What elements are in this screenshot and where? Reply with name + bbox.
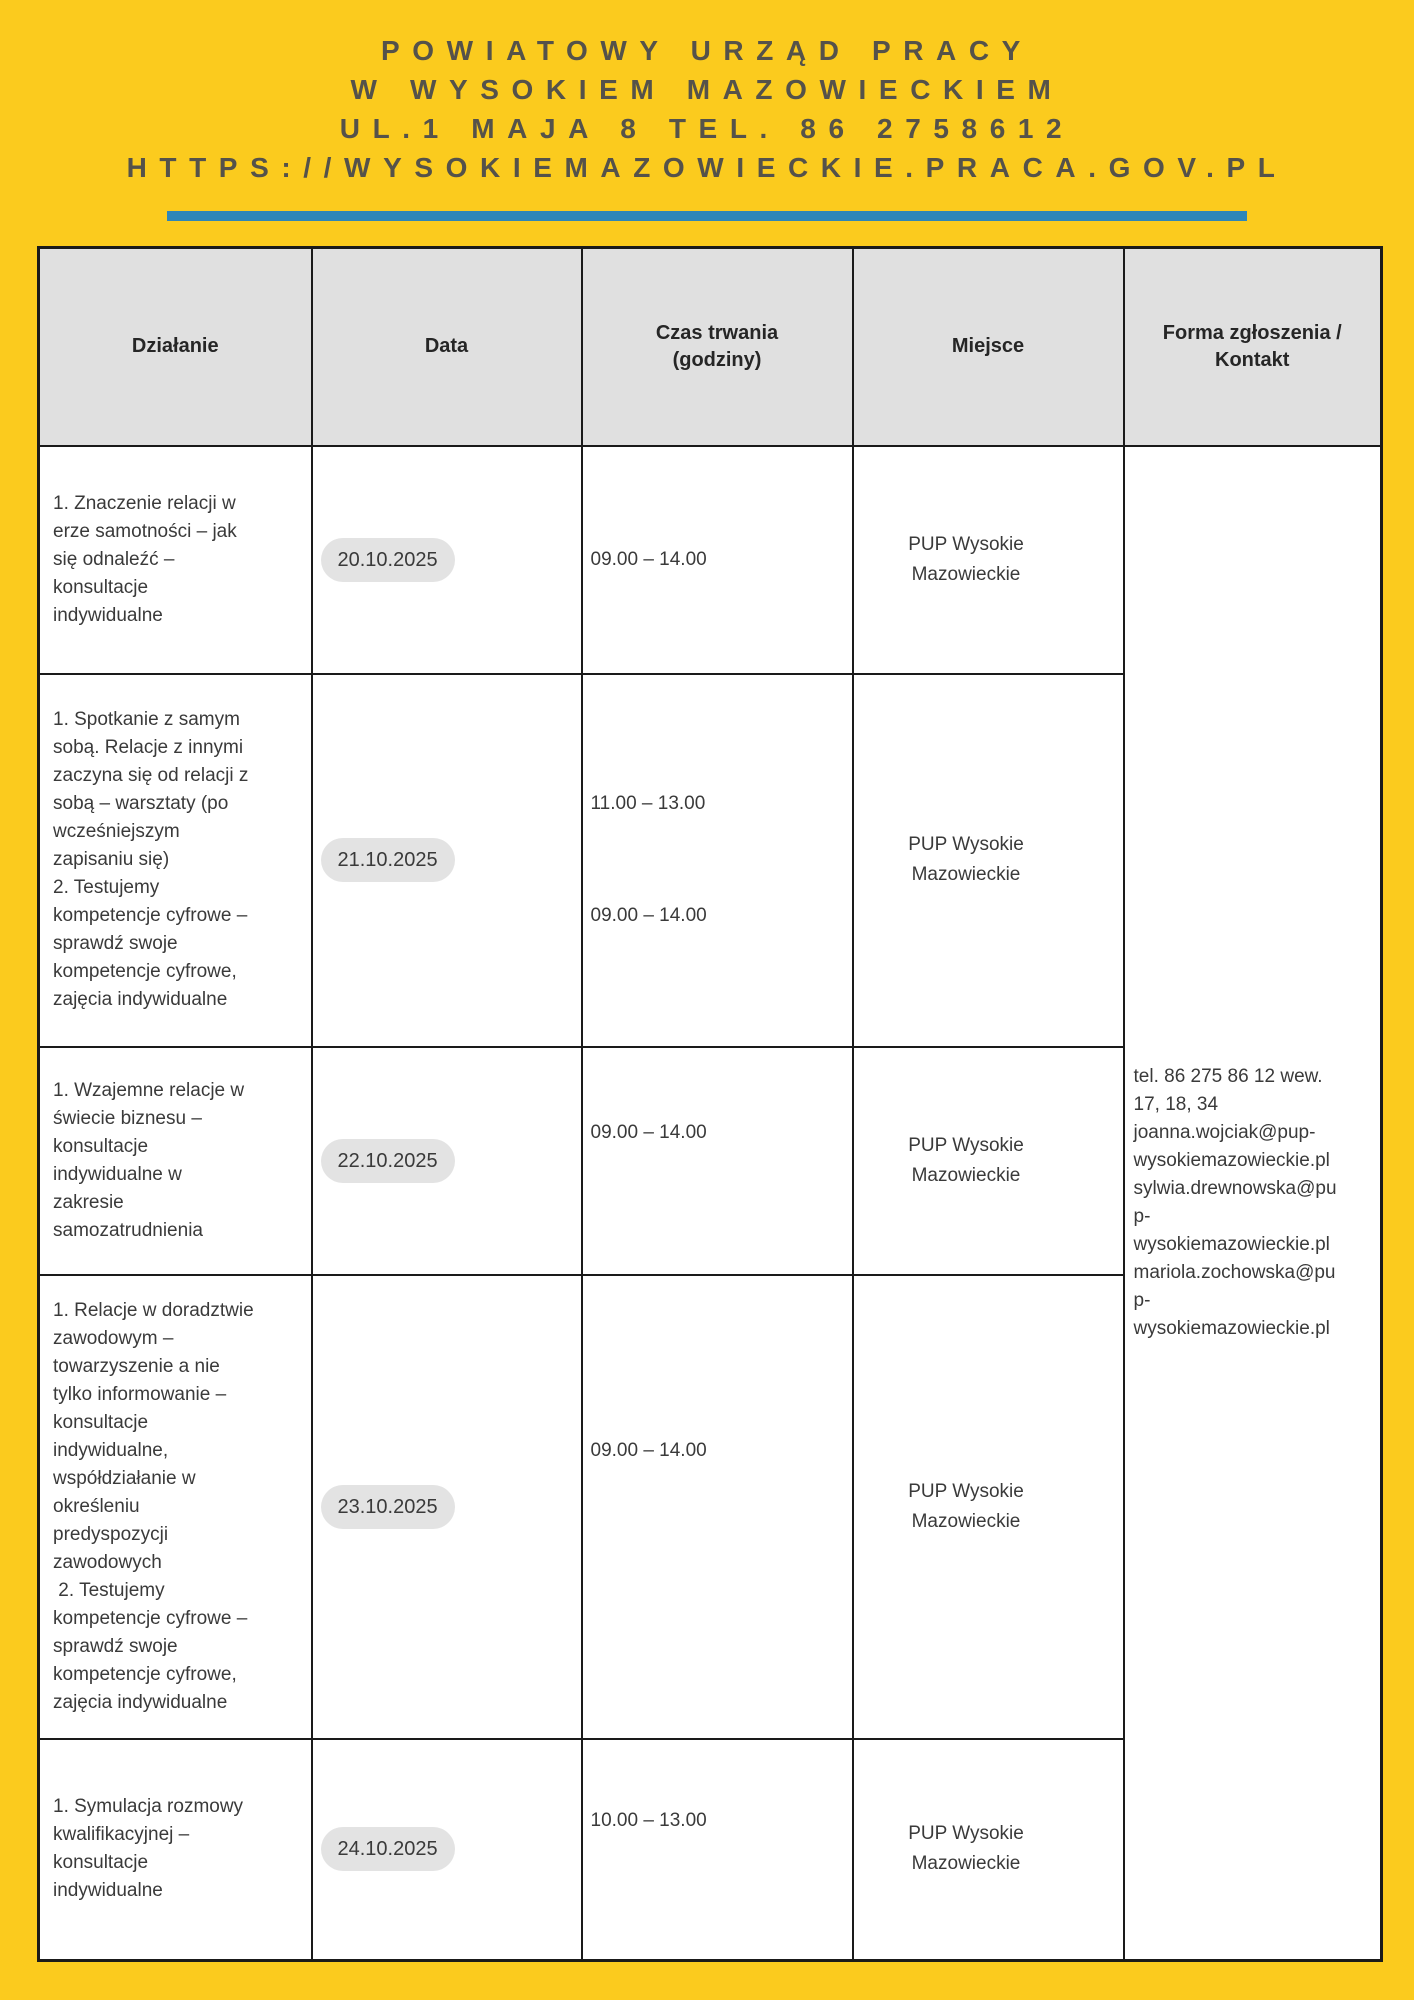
- date-pill: 21.10.2025: [321, 838, 455, 882]
- time-line: [591, 1493, 851, 1521]
- activity-line: zajęcia indywidualne: [53, 1691, 228, 1713]
- place-cell: [853, 1275, 1124, 1739]
- activity-line: erze samotności – jak: [53, 520, 237, 542]
- activity-line: sobą – warsztaty (po: [53, 793, 229, 814]
- place-line: PUP Wysokie: [908, 1134, 1024, 1156]
- time-line: [591, 1863, 851, 1891]
- time-cell: [582, 674, 853, 1047]
- activity-line: zapisaniu się): [53, 849, 170, 870]
- column-header-czas: [582, 248, 853, 446]
- time-line: [591, 818, 851, 846]
- contact-line: tel. 86 275 86 12 wew.: [1133, 1065, 1323, 1087]
- activity-line: tylko informowanie –: [53, 1383, 227, 1405]
- place-cell: [853, 446, 1124, 674]
- time-line: 10.00 – 13.00: [590, 1810, 707, 1832]
- column-header-line: (godziny): [672, 348, 762, 371]
- activity-line: zawodowych: [53, 1551, 162, 1573]
- place-line: PUP Wysokie: [908, 533, 1024, 555]
- column-header-dzialanie: [39, 248, 312, 446]
- activity-cell: [39, 446, 312, 674]
- time-line: 09.00 – 14.00: [590, 905, 707, 926]
- activity-line: indywidualne: [53, 1880, 163, 1902]
- activity-cell: [39, 1275, 312, 1739]
- activity-line: predyspozycji: [53, 1523, 169, 1545]
- contact-line: p-: [1133, 1289, 1151, 1311]
- contact-line: sylwia.drewnowska@pu: [1133, 1177, 1337, 1199]
- schedule-table-header: [39, 248, 1382, 446]
- time-line: 09.00 – 14.00: [590, 548, 707, 570]
- time-line: [591, 1521, 851, 1549]
- place-line: Mazowieckie: [911, 864, 1021, 885]
- org-header: [0, 0, 1414, 187]
- activity-line: 1. Spotkanie z samym: [53, 709, 240, 730]
- org-name-line-1: POWIATOWY URZĄD PRACY: [381, 35, 1033, 66]
- activity-line: 1. Wzajemne relacje w: [53, 1079, 245, 1101]
- contact-line: wysokiemazowieckie.pl: [1133, 1233, 1330, 1255]
- time-line: [591, 1147, 851, 1175]
- column-header-line: Kontakt: [1215, 348, 1290, 371]
- place-cell: [853, 1047, 1124, 1275]
- activity-line: 1. Symulacja rozmowy: [53, 1796, 244, 1818]
- column-header-line: Data: [424, 335, 469, 358]
- activity-line: sprawdź swoje: [53, 1635, 178, 1657]
- activity-line: określeniu: [53, 1495, 140, 1517]
- place-line: PUP Wysokie: [908, 1480, 1024, 1502]
- date-pill: 23.10.2025: [321, 1485, 455, 1529]
- date-cell: [312, 446, 582, 674]
- activity-line: konsultacje: [53, 1852, 149, 1874]
- place-line: Mazowieckie: [911, 1853, 1021, 1875]
- date-cell: [312, 674, 582, 1047]
- time-line: [591, 1549, 851, 1577]
- column-header-line: Działanie: [131, 335, 219, 358]
- date-pill: 22.10.2025: [321, 1139, 455, 1183]
- activity-line: zawodowym –: [53, 1327, 174, 1349]
- activity-line: 2. Testujemy: [53, 877, 160, 898]
- activity-line: konsultacje: [53, 1135, 149, 1157]
- activity-line: kompetencje cyfrowe,: [53, 961, 237, 982]
- contact-line: p-: [1133, 1205, 1151, 1227]
- activity-line: kompetencje cyfrowe –: [53, 1607, 248, 1629]
- org-address-line: UL.1 MAJA 8 TEL. 86 2758612: [339, 113, 1075, 144]
- activity-line: się odnaleźć –: [53, 548, 175, 570]
- time-line: 09.00 – 14.00: [590, 1439, 707, 1461]
- time-line: [591, 1465, 851, 1493]
- place-line: PUP Wysokie: [908, 1823, 1024, 1845]
- place-line: Mazowieckie: [911, 1164, 1021, 1186]
- place-cell: [853, 674, 1124, 1047]
- column-header-forma: [1124, 248, 1382, 446]
- activity-cell: [39, 1047, 312, 1275]
- activity-line: sprawdź swoje: [53, 933, 178, 954]
- activity-cell: [39, 674, 312, 1047]
- place-line: Mazowieckie: [911, 1510, 1021, 1532]
- activity-line: 1. Relacje w doradztwie: [53, 1299, 254, 1321]
- org-url-line: HTTPS://WYSOKIEMAZOWIECKIE.PRACA.GOV.PL: [126, 152, 1288, 183]
- time-cell: [582, 1047, 853, 1275]
- schedule-table: [37, 246, 1383, 1962]
- contact-line: mariola.zochowska@pu: [1133, 1261, 1336, 1283]
- activity-line: zajęcia indywidualne: [53, 989, 228, 1010]
- activity-line: konsultacje: [53, 576, 149, 598]
- date-cell: [312, 1739, 582, 1961]
- table-row: [39, 446, 1382, 674]
- activity-line: samozatrudnienia: [53, 1219, 203, 1241]
- column-header-line: Miejsce: [951, 335, 1025, 358]
- activity-line: zakresie: [53, 1191, 124, 1213]
- time-line: [591, 874, 851, 902]
- org-name-line-2: W WYSOKIEM MAZOWIECKIEM: [350, 74, 1064, 105]
- time-line: [591, 1175, 851, 1203]
- time-line: [591, 846, 851, 874]
- activity-line: kwalifikacyjnej –: [53, 1824, 190, 1846]
- activity-line: 2. Testujemy: [53, 1579, 165, 1601]
- activity-line: współdziałanie w: [53, 1467, 196, 1489]
- time-cell: [582, 1275, 853, 1739]
- date-pill: 24.10.2025: [321, 1827, 455, 1871]
- activity-line: konsultacje: [53, 1411, 149, 1433]
- date-pill: 20.10.2025: [321, 538, 455, 582]
- time-cell: [582, 446, 853, 674]
- time-line: 11.00 – 13.00: [590, 793, 706, 814]
- place-line: Mazowieckie: [911, 563, 1021, 585]
- contact-line: wysokiemazowieckie.pl: [1133, 1317, 1330, 1339]
- activity-line: świecie biznesu –: [53, 1107, 202, 1129]
- date-cell: [312, 1275, 582, 1739]
- contact-line: 17, 18, 34: [1133, 1093, 1219, 1115]
- column-header-line: Czas trwania: [655, 321, 779, 344]
- activity-line: sobą. Relacje z innymi: [53, 737, 244, 758]
- column-header-line: Forma zgłoszenia /: [1162, 321, 1342, 344]
- contact-line: joanna.wojciak@pup-: [1133, 1121, 1316, 1143]
- activity-line: indywidualne w: [53, 1163, 182, 1185]
- place-cell: [853, 1739, 1124, 1961]
- activity-cell: [39, 1739, 312, 1961]
- place-line: PUP Wysokie: [908, 834, 1024, 855]
- time-cell: [582, 1739, 853, 1961]
- column-header-data: [312, 248, 582, 446]
- column-header-miejsce: [853, 248, 1124, 446]
- activity-line: zaczyna się od relacji z: [53, 765, 249, 786]
- activity-line: indywidualne,: [53, 1439, 169, 1461]
- activity-line: kompetencje cyfrowe –: [53, 905, 248, 926]
- time-line: [591, 1835, 851, 1863]
- date-cell: [312, 1047, 582, 1275]
- contact-line: wysokiemazowieckie.pl: [1133, 1149, 1330, 1171]
- activity-line: indywidualne: [53, 604, 163, 626]
- divider-line: [167, 211, 1247, 221]
- activity-line: kompetencje cyfrowe,: [53, 1663, 237, 1685]
- time-line: 09.00 – 14.00: [590, 1121, 707, 1143]
- contact-cell: [1124, 446, 1382, 1961]
- activity-line: towarzyszenie a nie: [53, 1355, 220, 1377]
- activity-line: 1. Znaczenie relacji w: [53, 492, 236, 514]
- activity-line: wcześniejszym: [53, 821, 180, 842]
